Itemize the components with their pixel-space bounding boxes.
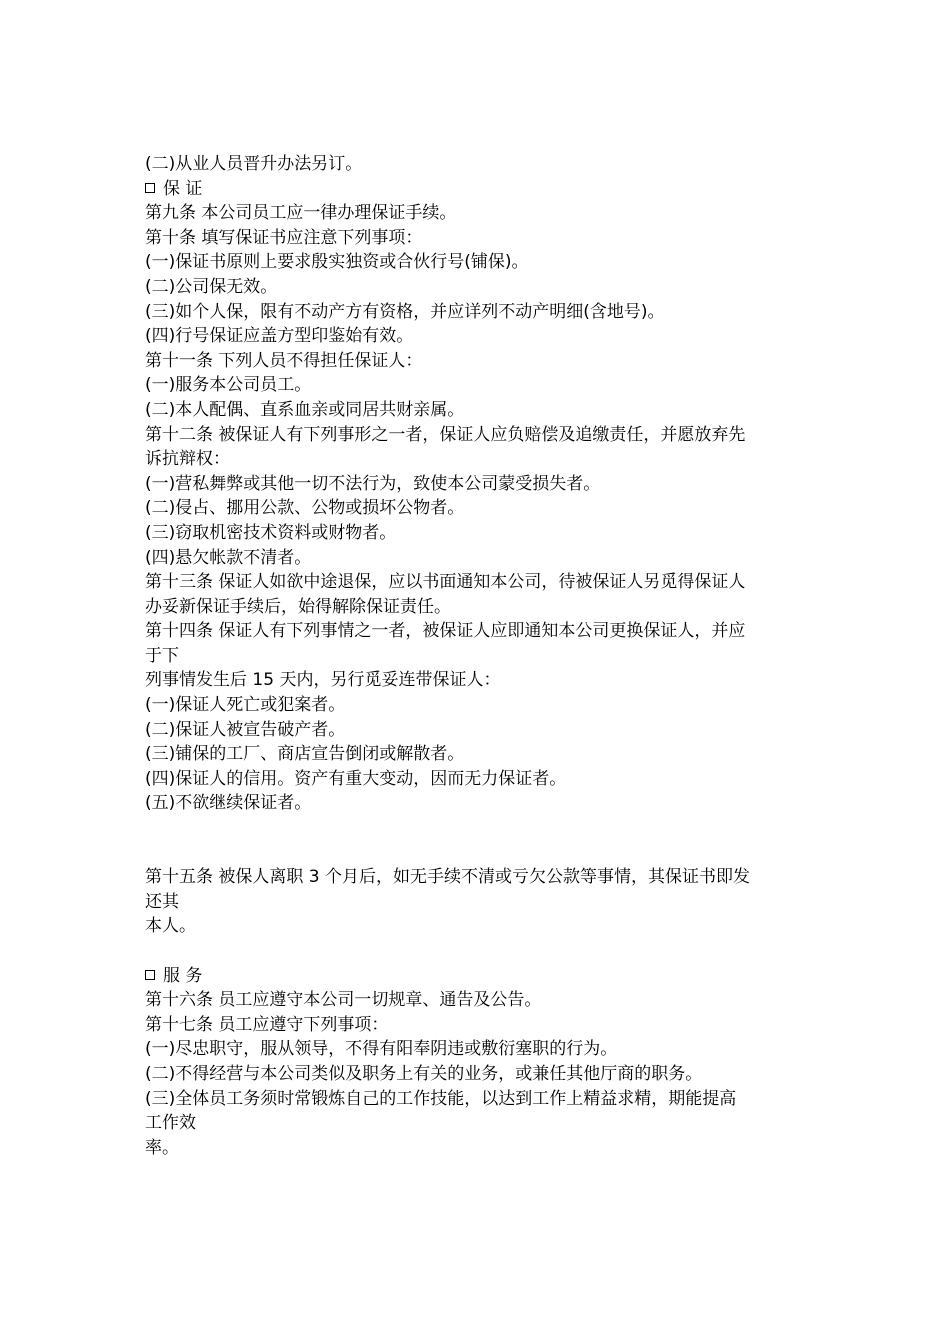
text-line: 第十二条 被保证人有下列事形之一者，保证人应负赔偿及追缴责任，并愿放弃先	[145, 424, 746, 445]
text-line: (五)不欲继续保证者。	[145, 793, 312, 814]
text-line: 率。	[145, 1137, 179, 1158]
section-heading-text: 保 证	[163, 178, 203, 199]
document-body	[145, 152, 825, 1160]
text-line: (一)尽忠职守，服从领导，不得有阳奉阴违或敷衍塞职的行为。	[145, 1039, 618, 1060]
checkbox-square-icon	[145, 183, 155, 193]
text-line: (四)行号保证应盖方型印鉴始有效。	[145, 326, 414, 347]
text-line: 第九条 本公司员工应一律办理保证手续。	[145, 203, 457, 224]
text-line: (二)保证人被宣告破产者。	[145, 719, 346, 740]
checkbox-square-icon	[145, 970, 155, 980]
text-line: (一)保证人死亡或犯案者。	[145, 695, 346, 716]
text-line: (二)公司保无效。	[145, 276, 278, 297]
text-line: (一)保证书原则上要求殷实独资或合伙行号(铺保)。	[145, 252, 529, 273]
text-line: (二)侵占、挪用公款、公物或损坏公物者。	[145, 498, 465, 519]
section-heading-guarantee	[145, 177, 825, 202]
text-line: 还其	[145, 891, 179, 912]
text-line: 办妥新保证手续后，始得解除保证责任。	[145, 596, 451, 617]
text-line: 列事情发生后 15 天内，另行觅妥连带保证人：	[145, 670, 501, 691]
text-line: (三)窃取机密技术资料或财物者。	[145, 522, 397, 543]
text-line: (三)如个人保，限有不动产方有资格，并应详列不动产明细(含地号)。	[145, 301, 665, 322]
text-line: (二)从业人员晋升办法另订。	[145, 154, 363, 174]
blank-line	[145, 939, 825, 964]
text-line: 第十五条 被保人离职 3 个月后，如无手续不清或亏欠公款等事情，其保证书即发	[145, 867, 751, 888]
text-line: 第十一条 下列人员不得担任保证人：	[145, 350, 423, 371]
section-heading-text: 服 务	[163, 965, 203, 986]
text-line: 第十六条 员工应遵守本公司一切规章、通告及公告。	[145, 990, 542, 1011]
blank-line	[145, 841, 825, 866]
text-line: 诉抗辩权：	[145, 449, 230, 470]
text-line: (一)服务本公司员工。	[145, 375, 312, 396]
text-line: 第十七条 员工应遵守下列事项：	[145, 1014, 389, 1035]
text-line: (二)不得经营与本公司类似及职务上有关的业务，或兼任其他厅商的职务。	[145, 1063, 703, 1084]
text-line: (一)营私舞弊或其他一切不法行为，致使本公司蒙受损失者。	[145, 473, 601, 494]
text-line: (三)全体员工务须时常锻炼自己的工作技能，以达到工作上精益求精，期能提高	[145, 1088, 737, 1109]
text-line: 工作效	[145, 1113, 196, 1134]
blank-line	[145, 816, 825, 841]
text-line: 第十四条 保证人有下列事情之一者，被保证人应即通知本公司更换保证人，并应	[145, 621, 746, 642]
text-line: (四)保证人的信用。资产有重大变动，因而无力保证者。	[145, 768, 567, 789]
text-line: 于下	[145, 645, 179, 666]
text-line: (四)悬欠帐款不清者。	[145, 547, 312, 568]
text-line: 第十三条 保证人如欲中途退保，应以书面通知本公司，待被保证人另觅得保证人	[145, 572, 746, 593]
text-line: 本人。	[145, 916, 196, 937]
section-heading-service	[145, 964, 825, 989]
text-line: (三)铺保的工厂、商店宣告倒闭或解散者。	[145, 744, 465, 765]
text-line: 第十条 填写保证书应注意下列事项：	[145, 227, 423, 248]
text-line: (二)本人配偶、直系血亲或同居共财亲属。	[145, 399, 465, 420]
